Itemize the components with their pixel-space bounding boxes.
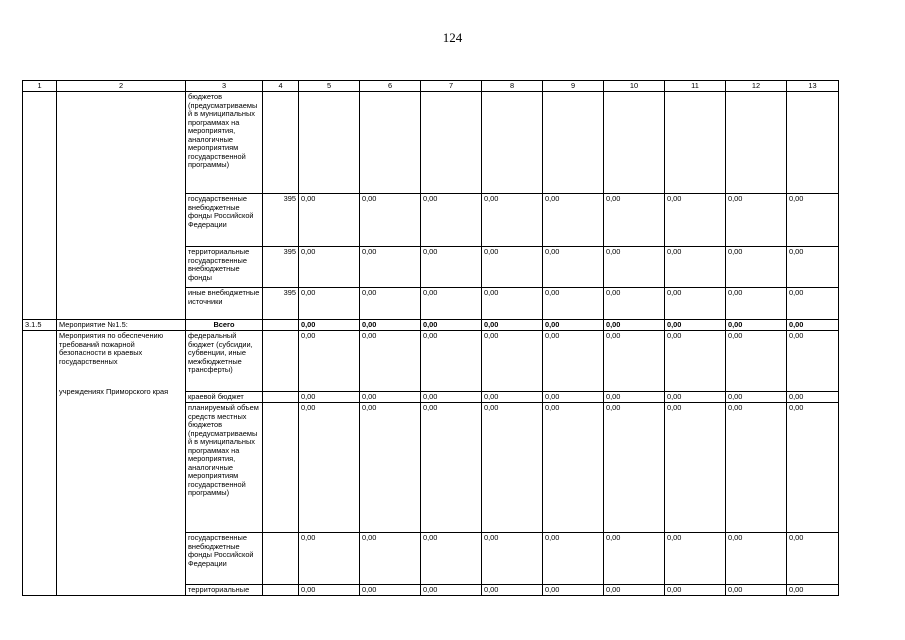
- value-cell: 0,00: [543, 331, 604, 392]
- source-cell: иные внебюджетные источники: [186, 288, 263, 320]
- value-cell: 0,00: [665, 320, 726, 331]
- value-cell: 0,00: [604, 331, 665, 392]
- value-cell: 0,00: [360, 585, 421, 596]
- column-header: 5: [299, 81, 360, 92]
- value-cell: 0,00: [726, 403, 787, 533]
- value-cell: 0,00: [360, 392, 421, 403]
- value-cell: 0,00: [482, 247, 543, 288]
- value-cell: 0,00: [604, 392, 665, 403]
- value-cell: 0,00: [482, 585, 543, 596]
- value-cell: 0,00: [360, 320, 421, 331]
- value-cell: 0,00: [421, 194, 482, 247]
- value-cell: 0,00: [604, 585, 665, 596]
- column-header: 4: [263, 81, 299, 92]
- column-header: 2: [57, 81, 186, 92]
- number-cell: [23, 331, 57, 596]
- value-cell: 0,00: [360, 331, 421, 392]
- value-cell: 0,00: [665, 533, 726, 585]
- value-cell: 0,00: [421, 320, 482, 331]
- value-cell: 0,00: [360, 247, 421, 288]
- table-row: [23, 320, 839, 331]
- column-header: 3: [186, 81, 263, 92]
- code-cell: 395: [263, 247, 299, 288]
- table-header-row: [23, 81, 839, 92]
- measure-description: [57, 331, 186, 596]
- column-header: 8: [482, 81, 543, 92]
- value-cell: 0,00: [787, 403, 839, 533]
- value-cell: 0,00: [543, 392, 604, 403]
- value-cell: 0,00: [543, 320, 604, 331]
- value-cell: 0,00: [726, 331, 787, 392]
- code-cell: 395: [263, 194, 299, 247]
- value-cell: 0,00: [482, 194, 543, 247]
- value-cell: 0,00: [543, 247, 604, 288]
- source-cell: территориальные государственные внебюджетные фонды: [186, 247, 263, 288]
- value-cell: 0,00: [726, 247, 787, 288]
- value-cell: 0,00: [604, 288, 665, 320]
- column-header: 12: [726, 81, 787, 92]
- value-cell: 0,00: [421, 392, 482, 403]
- value-cell: 0,00: [726, 194, 787, 247]
- value-cell: 0,00: [604, 320, 665, 331]
- value-cell: 0,00: [543, 403, 604, 533]
- source-cell: государственные внебюджетные фонды Российской Федерации: [186, 533, 263, 585]
- code-cell: 395: [263, 288, 299, 320]
- value-cell: 0,00: [482, 403, 543, 533]
- value-cell: 0,00: [787, 392, 839, 403]
- value-cell: 0,00: [482, 392, 543, 403]
- column-header: 13: [787, 81, 839, 92]
- column-header: 10: [604, 81, 665, 92]
- value-cell: 0,00: [787, 585, 839, 596]
- value-cell: 0,00: [421, 247, 482, 288]
- value-cell: 0,00: [543, 194, 604, 247]
- table-row: [23, 92, 839, 194]
- value-cell: 0,00: [665, 392, 726, 403]
- value-cell: 0,00: [360, 288, 421, 320]
- value-cell: 0,00: [787, 331, 839, 392]
- value-cell: 0,00: [482, 320, 543, 331]
- value-cell: 0,00: [604, 533, 665, 585]
- value-cell: 0,00: [482, 533, 543, 585]
- value-cell: 0,00: [360, 194, 421, 247]
- source-cell: краевой бюджет: [186, 392, 263, 403]
- value-cell: 0,00: [726, 288, 787, 320]
- source-cell: государственные внебюджетные фонды Российской Федерации: [186, 194, 263, 247]
- value-cell: 0,00: [604, 247, 665, 288]
- column-header: 7: [421, 81, 482, 92]
- value-cell: 0,00: [299, 247, 360, 288]
- description-cell: [57, 92, 186, 320]
- value-cell: 0,00: [299, 392, 360, 403]
- value-cell: 0,00: [787, 533, 839, 585]
- value-cell: 0,00: [787, 247, 839, 288]
- value-cell: 0,00: [299, 331, 360, 392]
- number-cell: 3.1.5: [23, 320, 57, 331]
- value-cell: 0,00: [299, 320, 360, 331]
- source-cell: бюджетов (предусматриваемый в муниципальных программах на мероприятия, аналогичные мероприятиям государственной программы): [186, 92, 263, 194]
- value-cell: 0,00: [604, 403, 665, 533]
- value-cell: 0,00: [421, 533, 482, 585]
- value-cell: 0,00: [787, 288, 839, 320]
- value-cell: 0,00: [665, 331, 726, 392]
- description-part-2: учреждениях Приморского края: [59, 387, 169, 396]
- source-cell: территориальные: [186, 585, 263, 596]
- value-cell: 0,00: [665, 585, 726, 596]
- value-cell: 0,00: [360, 403, 421, 533]
- column-header: 9: [543, 81, 604, 92]
- value-cell: 0,00: [787, 320, 839, 331]
- value-cell: 0,00: [604, 194, 665, 247]
- value-cell: 0,00: [543, 288, 604, 320]
- source-cell: планируемый объем средств местных бюджетов (предусматриваемый в муниципальных программах на мероприятия, аналогичные мероприятиям государственной программы): [186, 403, 263, 533]
- value-cell: 0,00: [299, 288, 360, 320]
- value-cell: 0,00: [421, 288, 482, 320]
- column-header: 6: [360, 81, 421, 92]
- value-cell: 0,00: [421, 403, 482, 533]
- page-number: 124: [442, 30, 463, 45]
- value-cell: 0,00: [665, 247, 726, 288]
- value-cell: 0,00: [726, 585, 787, 596]
- value-cell: 0,00: [726, 320, 787, 331]
- description-part-1: Мероприятия по обеспечению требований пожарной безопасности в краевых государственных: [59, 331, 164, 366]
- value-cell: 0,00: [665, 194, 726, 247]
- column-header: 1: [23, 81, 57, 92]
- value-cell: 0,00: [726, 533, 787, 585]
- value-cell: 0,00: [543, 585, 604, 596]
- total-label: Всего: [186, 320, 263, 331]
- value-cell: 0,00: [787, 194, 839, 247]
- number-cell: [23, 92, 57, 320]
- value-cell: 0,00: [299, 533, 360, 585]
- budget-table: [22, 80, 839, 596]
- value-cell: 0,00: [299, 194, 360, 247]
- measure-title: Мероприятие №1.5:: [57, 320, 186, 331]
- column-header: 11: [665, 81, 726, 92]
- value-cell: 0,00: [299, 403, 360, 533]
- value-cell: 0,00: [299, 585, 360, 596]
- value-cell: 0,00: [421, 585, 482, 596]
- value-cell: 0,00: [543, 533, 604, 585]
- value-cell: 0,00: [665, 403, 726, 533]
- value-cell: 0,00: [482, 288, 543, 320]
- value-cell: 0,00: [421, 331, 482, 392]
- source-cell: федеральный бюджет (субсидии, субвенции, иные межбюджетные трансферты): [186, 331, 263, 392]
- value-cell: 0,00: [726, 392, 787, 403]
- value-cell: 0,00: [665, 288, 726, 320]
- value-cell: 0,00: [482, 331, 543, 392]
- value-cell: 0,00: [360, 533, 421, 585]
- table-row: [23, 331, 839, 392]
